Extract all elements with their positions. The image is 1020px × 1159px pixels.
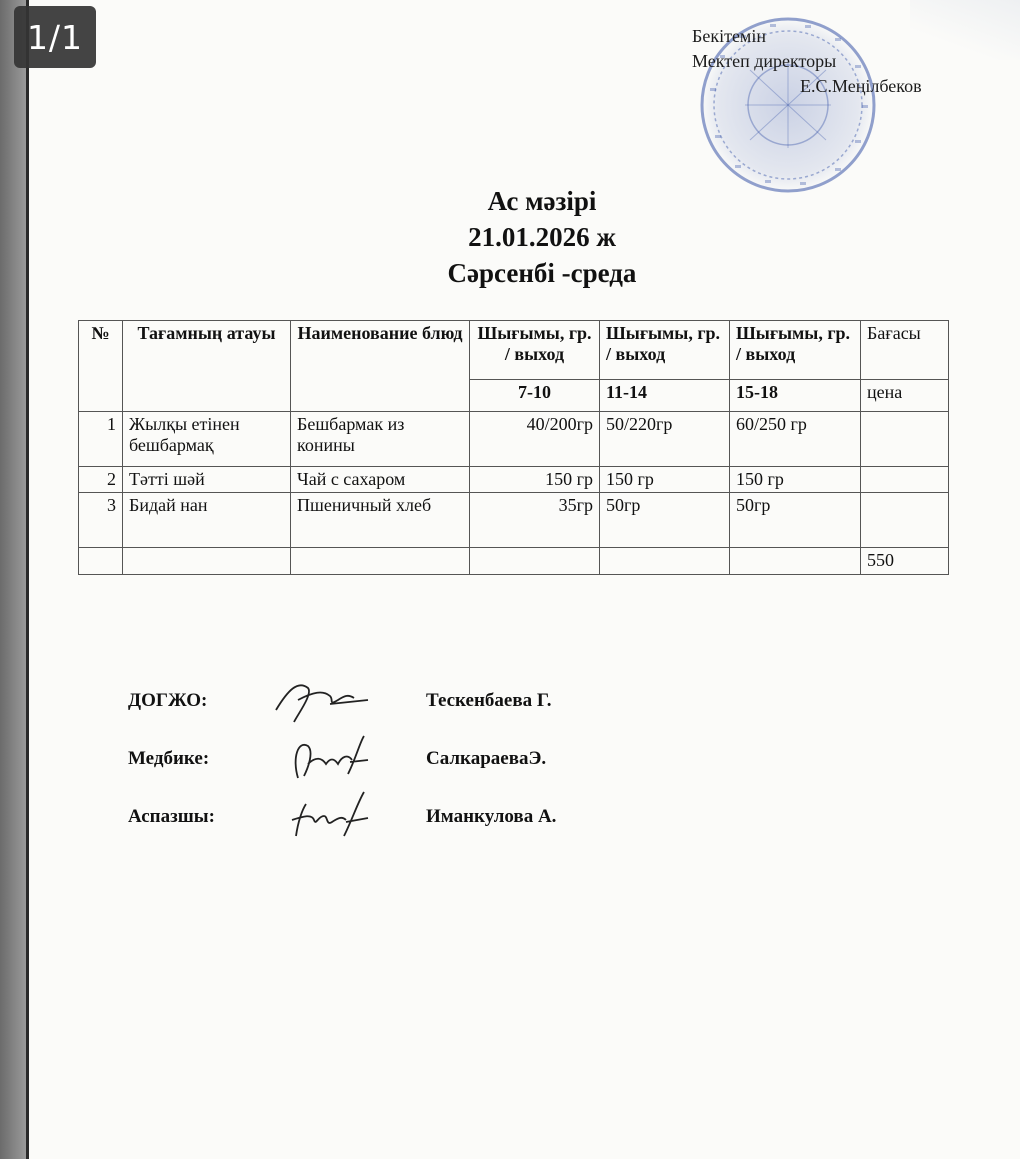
row-dish-name-ru: Пшеничный хлеб <box>291 493 470 548</box>
age-group-cell: 11-14 <box>600 380 730 412</box>
handwritten-signature <box>268 786 388 846</box>
approval-line-position: Мектеп директоры <box>692 51 837 71</box>
signature-name: Иманкулова А. <box>426 806 557 827</box>
menu-table <box>78 320 949 575</box>
row-output-3: 60/250 гр <box>730 412 861 467</box>
signature-role: ДОГЖО: <box>128 690 208 711</box>
total-price: 550 <box>861 548 949 575</box>
row-number: 3 <box>79 493 123 548</box>
empty-cell <box>123 548 291 575</box>
row-output-1: 150 гр <box>470 467 600 493</box>
row-output-2: 150 гр <box>600 467 730 493</box>
header-number: № <box>79 321 123 412</box>
approval-line-director-name: Е.С.Меңілбеков <box>800 76 922 96</box>
approval-block <box>692 24 922 99</box>
handwritten-signature <box>268 728 388 788</box>
row-price <box>861 467 949 493</box>
signature-role: Аспазшы: <box>128 806 215 827</box>
table-header-row <box>79 321 949 380</box>
page-counter-badge: 1/1 <box>14 6 96 68</box>
header-price-kz: Бағасы <box>861 321 949 380</box>
row-dish-name-kz: Бидай нан <box>123 493 291 548</box>
signature-name: Тескенбаева Г. <box>426 690 552 711</box>
signature-role: Медбике: <box>128 748 210 769</box>
row-output-3: 50гр <box>730 493 861 548</box>
row-dish-name-kz: Тәтті шәй <box>123 467 291 493</box>
table-row <box>79 467 949 493</box>
row-dish-name-kz: Жылқы етінен бешбармақ <box>123 412 291 467</box>
table-total-row <box>79 548 949 575</box>
row-number: 2 <box>79 467 123 493</box>
empty-cell <box>79 548 123 575</box>
document-date: 21.01.2026 ж <box>468 222 616 252</box>
row-number: 1 <box>79 412 123 467</box>
approval-line-approve: Бекітемін <box>692 26 766 46</box>
row-output-1: 35гр <box>470 493 600 548</box>
table-row <box>79 412 949 467</box>
signature-name: СалкараеваЭ. <box>426 748 547 769</box>
row-dish-name-ru: Бешбармак из конины <box>291 412 470 467</box>
row-output-2: 50/220гр <box>600 412 730 467</box>
empty-cell <box>291 548 470 575</box>
header-price-ru: цена <box>861 380 949 412</box>
document-header <box>0 183 1020 291</box>
age-group-cell: 15-18 <box>730 380 861 412</box>
row-output-1: 40/200гр <box>470 412 600 467</box>
header-dish-name-kz: Тағамның атауы <box>123 321 291 412</box>
header-output-2: Шығымы, гр. / выход <box>600 321 730 380</box>
row-output-2: 50гр <box>600 493 730 548</box>
empty-cell <box>730 548 861 575</box>
header-output-1: Шығымы, гр. / выход <box>470 321 600 380</box>
age-group-cell: 7-10 <box>470 380 600 412</box>
document-title: Ас мәзірі <box>487 186 597 216</box>
handwritten-signature <box>268 670 388 730</box>
row-price <box>861 412 949 467</box>
empty-cell <box>600 548 730 575</box>
row-output-3: 150 гр <box>730 467 861 493</box>
header-dish-name-ru: Наименование блюд <box>291 321 470 412</box>
document-weekday: Сәрсенбі -среда <box>447 258 637 288</box>
empty-cell <box>470 548 600 575</box>
table-row <box>79 493 949 548</box>
row-dish-name-ru: Чай с сахаром <box>291 467 470 493</box>
viewer-left-strip <box>0 0 26 1159</box>
header-output-3: Шығымы, гр. / выход <box>730 321 861 380</box>
row-price <box>861 493 949 548</box>
